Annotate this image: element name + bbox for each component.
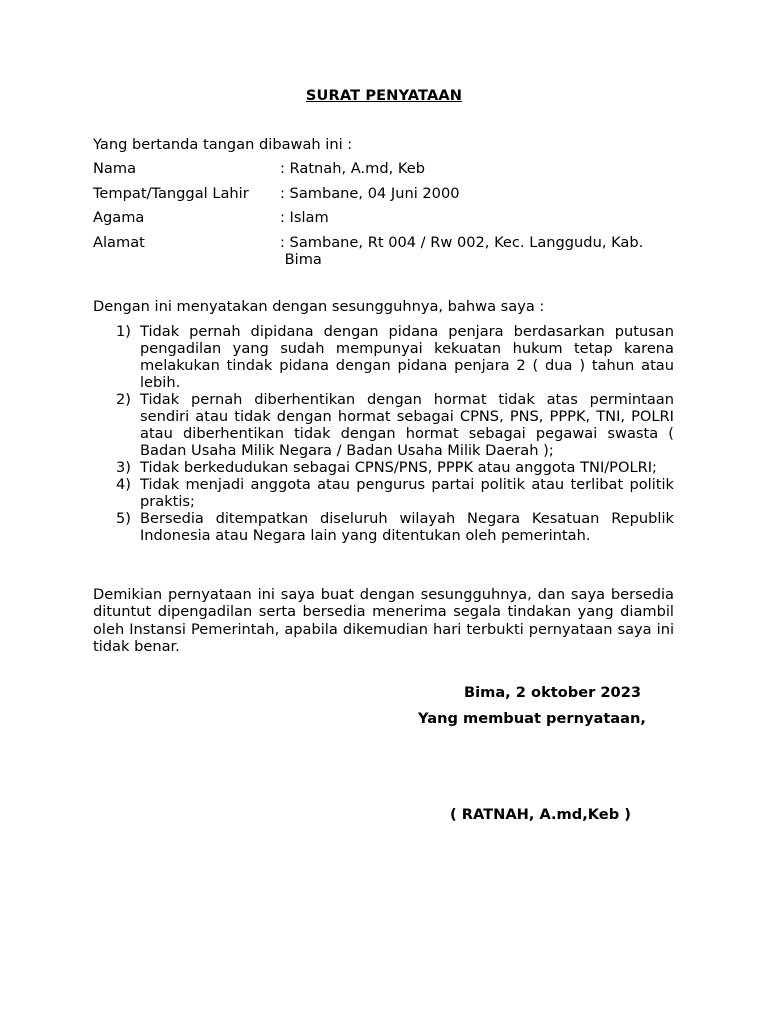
item-text: Tidak menjadi anggota atau pengurus partai politik atau terlibat politik praktis; bbox=[140, 476, 674, 510]
identity-label: Nama bbox=[93, 160, 137, 177]
maker-label: Yang membuat pernyataan, bbox=[418, 710, 646, 727]
item-text: Bersedia ditempatkan diseluruh wilayah Negara Kesatuan Republik Indonesia atau Negara lain yang ditentukan oleh pemerintah. bbox=[140, 510, 674, 544]
address-line-1: : Sambane, Rt 004 / Rw 002, Kec. Langgudu, Kab. bbox=[280, 233, 644, 251]
item-number: 3) bbox=[116, 459, 131, 476]
item-number: 4) bbox=[116, 476, 131, 493]
identity-label: Tempat/Tanggal Lahir bbox=[93, 184, 249, 202]
identity-label: Agama bbox=[93, 209, 145, 226]
item-text: Tidak pernah diberhentikan dengan hormat tidak atas permintaan sendiri atau tidak dengan hormat sebagai CPNS, PNS, PPPK, TNI, POLRI atau diberhentikan tidak dengan hormat sebagai pegawai swasta ( Badan Usaha Milik Negara / Badan Usaha Milik Daerah ); bbox=[140, 391, 674, 459]
item-number: 1) bbox=[116, 323, 131, 340]
signer-name: ( RATNAH, A.md,Keb ) bbox=[450, 806, 631, 823]
closing-paragraph: Demikian pernyataan ini saya buat dengan sesungguhnya, dan saya bersedia dituntut dipengadilan serta bersedia menerima segala tindakan yang diambil oleh Instansi Pemerintah, apabila dikemudian hari terbukti pernyataan saya ini tidak benar. bbox=[93, 586, 674, 655]
identity-row-address bbox=[93, 234, 683, 274]
identity-value: : Islam bbox=[280, 209, 329, 226]
list-item bbox=[93, 323, 674, 391]
list-item bbox=[93, 391, 674, 459]
identity-table bbox=[93, 160, 683, 274]
item-text: Tidak berkedudukan sebagai CPNS/PNS, PPPK atau anggota TNI/POLRI; bbox=[140, 459, 657, 476]
identity-value: : Ratnah, A.md, Keb bbox=[280, 160, 425, 177]
identity-label: Alamat bbox=[93, 233, 145, 251]
document-title: SURAT PENYATAAN bbox=[305, 87, 463, 104]
identity-value bbox=[280, 234, 680, 268]
place-date: Bima, 2 oktober 2023 bbox=[464, 684, 642, 701]
identity-value: : Sambane, 04 Juni 2000 bbox=[280, 184, 460, 202]
declaration-list bbox=[93, 323, 674, 544]
address-line-2: Bima bbox=[284, 250, 322, 268]
list-item bbox=[93, 476, 674, 510]
item-number: 5) bbox=[116, 510, 131, 527]
intro-text: Yang bertanda tangan dibawah ini : bbox=[93, 136, 353, 153]
identity-row-name bbox=[93, 160, 683, 185]
item-number: 2) bbox=[116, 391, 131, 408]
item-text: Tidak pernah dipidana dengan pidana penjara berdasarkan putusan pengadilan yang sudah mempunyai kekuatan hukum tetap karena melakukan tindak pidana dengan pidana penjara 2 ( dua ) tahun atau lebih. bbox=[140, 323, 674, 391]
list-item bbox=[93, 510, 674, 544]
identity-row-religion bbox=[93, 209, 683, 234]
list-item bbox=[93, 459, 674, 476]
identity-row-birth bbox=[93, 185, 683, 210]
declaration-intro: Dengan ini menyatakan dengan sesungguhnya, bahwa saya : bbox=[93, 298, 545, 315]
